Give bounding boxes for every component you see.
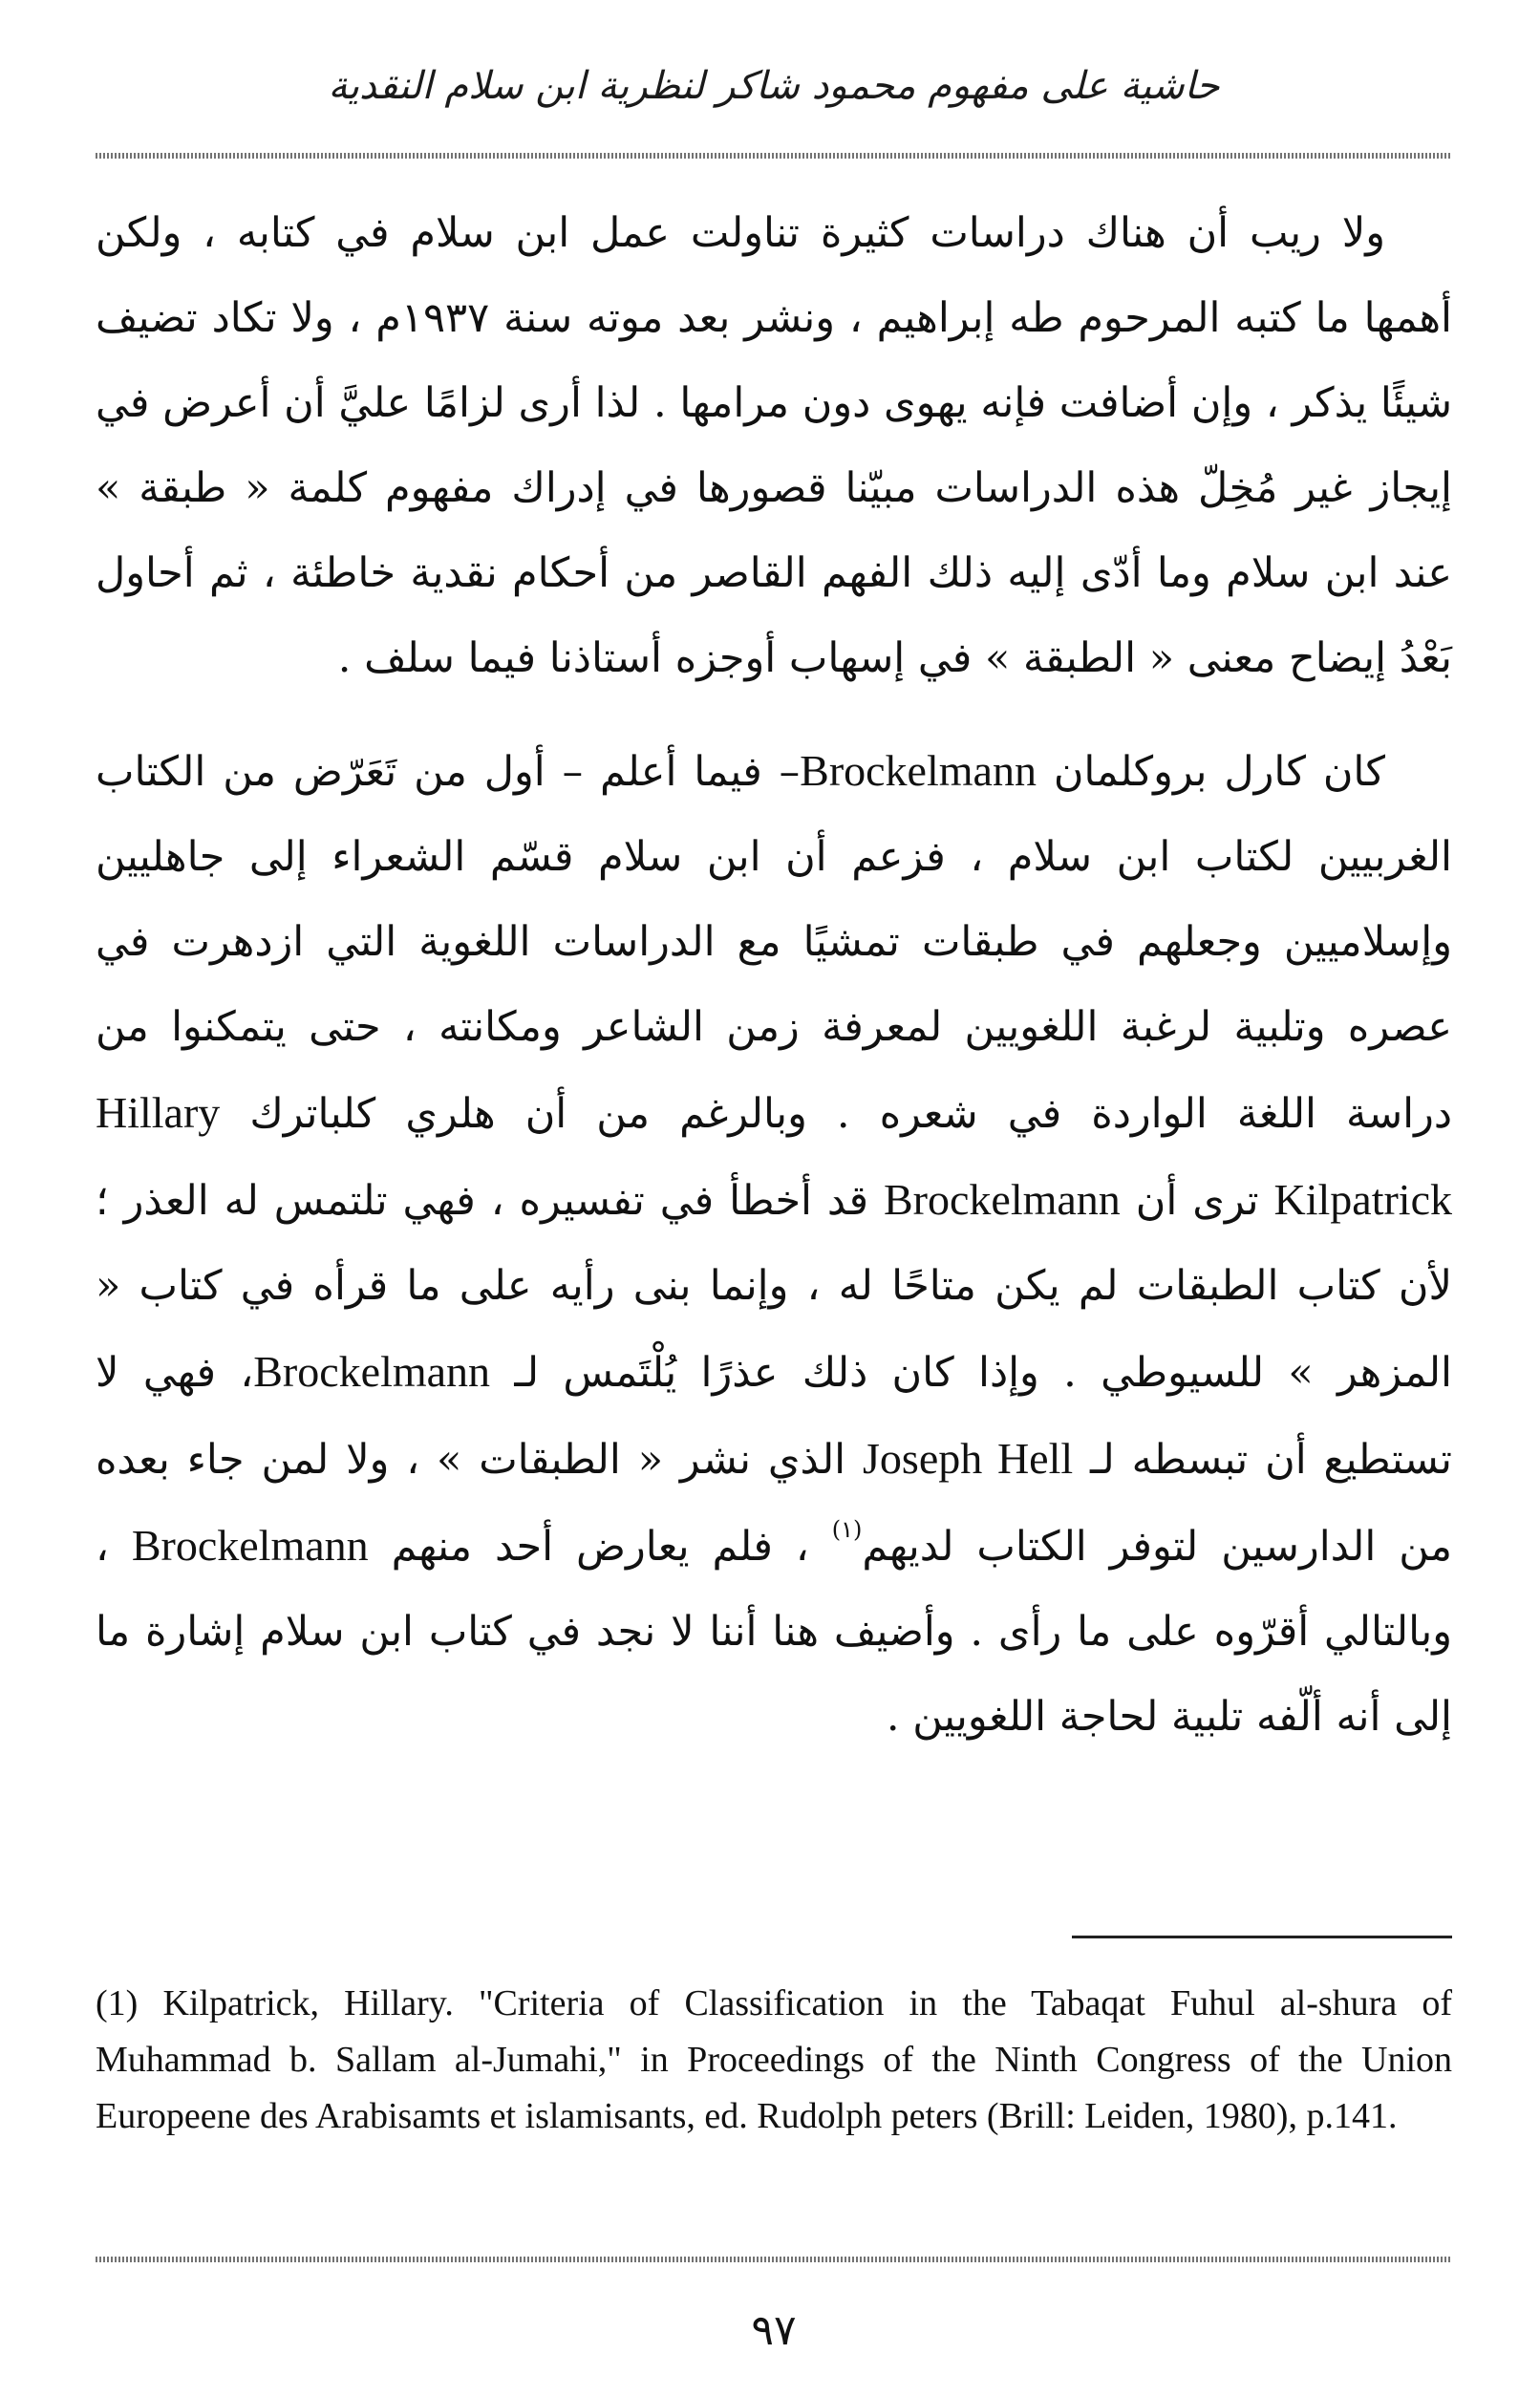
- paragraph-2: [96, 728, 1452, 1760]
- latin-term-brockelmann: Brockelmann: [884, 1175, 1121, 1224]
- footnote-text: (1) Kilpatrick, Hillary. "Criteria of Classification in the Tabaqat Fuhul al-shura of Muhammad b. Sallam al-Jumahi," in Proceedings of the Ninth Congress of the Union Europeene des Arabisamts et islamisants, ed. Rudolph peters (Brill: Leiden, 1980), p.141.: [96, 1983, 1452, 2136]
- paragraph-1-text: ولا ريب أن هناك دراسات كثيرة تناولت عمل ابن سلام في كتابه ، ولكن أهمها ما كتبه المرحوم طه إبراهيم ، ونشر بعد موته سنة ١٩٣٧م ، ولا تكاد تضيف شيئًا يذكر ، وإن أضافت فإنه يهوى دون مرامها . لذا أرى لزامًا عليَّ أن أعرض في إيجاز غير مُخِلّ هذه الدراسات مبيّنا قصورها في إدراك مفهوم كلمة « طبقة » عند ابن سلام وما أدّى إليه ذلك الفهم القاصر من أحكام نقدية خاطئة ، ثم أحاول بَعْدُ إيضاح معنى « الطبقة » في إسهاب أوجزه أستاذنا فيما سلف .: [96, 209, 1452, 682]
- header-divider: [96, 153, 1452, 159]
- paragraph-2-text: ، فلم يعارض أحد منهم: [368, 1523, 832, 1571]
- body-text: [96, 191, 1452, 1760]
- paragraph-2-text: ، فهي لا تستطيع أن تبسطه لـ: [96, 1349, 1452, 1484]
- page-number: ٩٧: [751, 2306, 797, 2355]
- running-header-title: حاشية على مفهوم محمود شاكر لنظرية ابن سلام النقدية: [328, 64, 1220, 108]
- paragraph-1: [96, 191, 1452, 701]
- paragraph-2-text: الذي نشر « الطبقات » ، ولا لمن جاء بعده من الدارسين لتوفر الكتاب لديهم: [96, 1436, 1452, 1571]
- latin-term-brockelmann: Brockelmann: [253, 1347, 491, 1396]
- paragraph-2-text: ، وبالتالي أقرّوه على ما رأى . وأضيف هنا أننا لا نجد في كتاب ابن سلام إشارة ما إلى أنه ألّفه تلبية لحاجة اللغويين .: [96, 1523, 1452, 1741]
- latin-term-brockelmann: Brockelmann: [131, 1521, 369, 1570]
- paragraph-2-text: – فيما أعلم – أول من تَعَرّض من الكتاب الغربيين لكتاب ابن سلام ، فزعم أن ابن سلام قسّم الشعراء إلى جاهليين وإسلاميين وجعلهم في طبقات تمشيًا مع الدراسات اللغوية التي ازدهرت في عصره وتلبية لرغبة اللغويين لمعرفة زمن الشاعر ومكانته ، حتى يتمكنوا من دراسة اللغة الواردة في شعره . وبالرغم من أن هلري كلباترك: [96, 748, 1452, 1138]
- footnote-separator: [1072, 1936, 1452, 1938]
- latin-term-brockelmann: Brockelmann: [800, 746, 1037, 795]
- footnote-reference[interactable]: (١): [831, 1516, 863, 1543]
- paragraph-2-text: ترى أن: [1120, 1177, 1274, 1225]
- paragraph-2-text: قد أخطأ في تفسيره ، فهي تلتمس له العذر ؛ لأن كتاب الطبقات لم يكن متاحًا له ، وإنما بنى رأيه على ما قرأه في كتاب « المزهر » للسيوطي . وإذا كان ذلك عذرًا يُلْتَمس لـ: [96, 1177, 1452, 1397]
- paragraph-2-text: كان كارل بروكلمان: [1036, 748, 1385, 796]
- latin-term-kilpatrick: Hillary Kilpatrick: [96, 1088, 1452, 1224]
- footer-divider: [96, 2257, 1452, 2262]
- latin-term-joseph-hell: Joseph Hell: [863, 1434, 1074, 1483]
